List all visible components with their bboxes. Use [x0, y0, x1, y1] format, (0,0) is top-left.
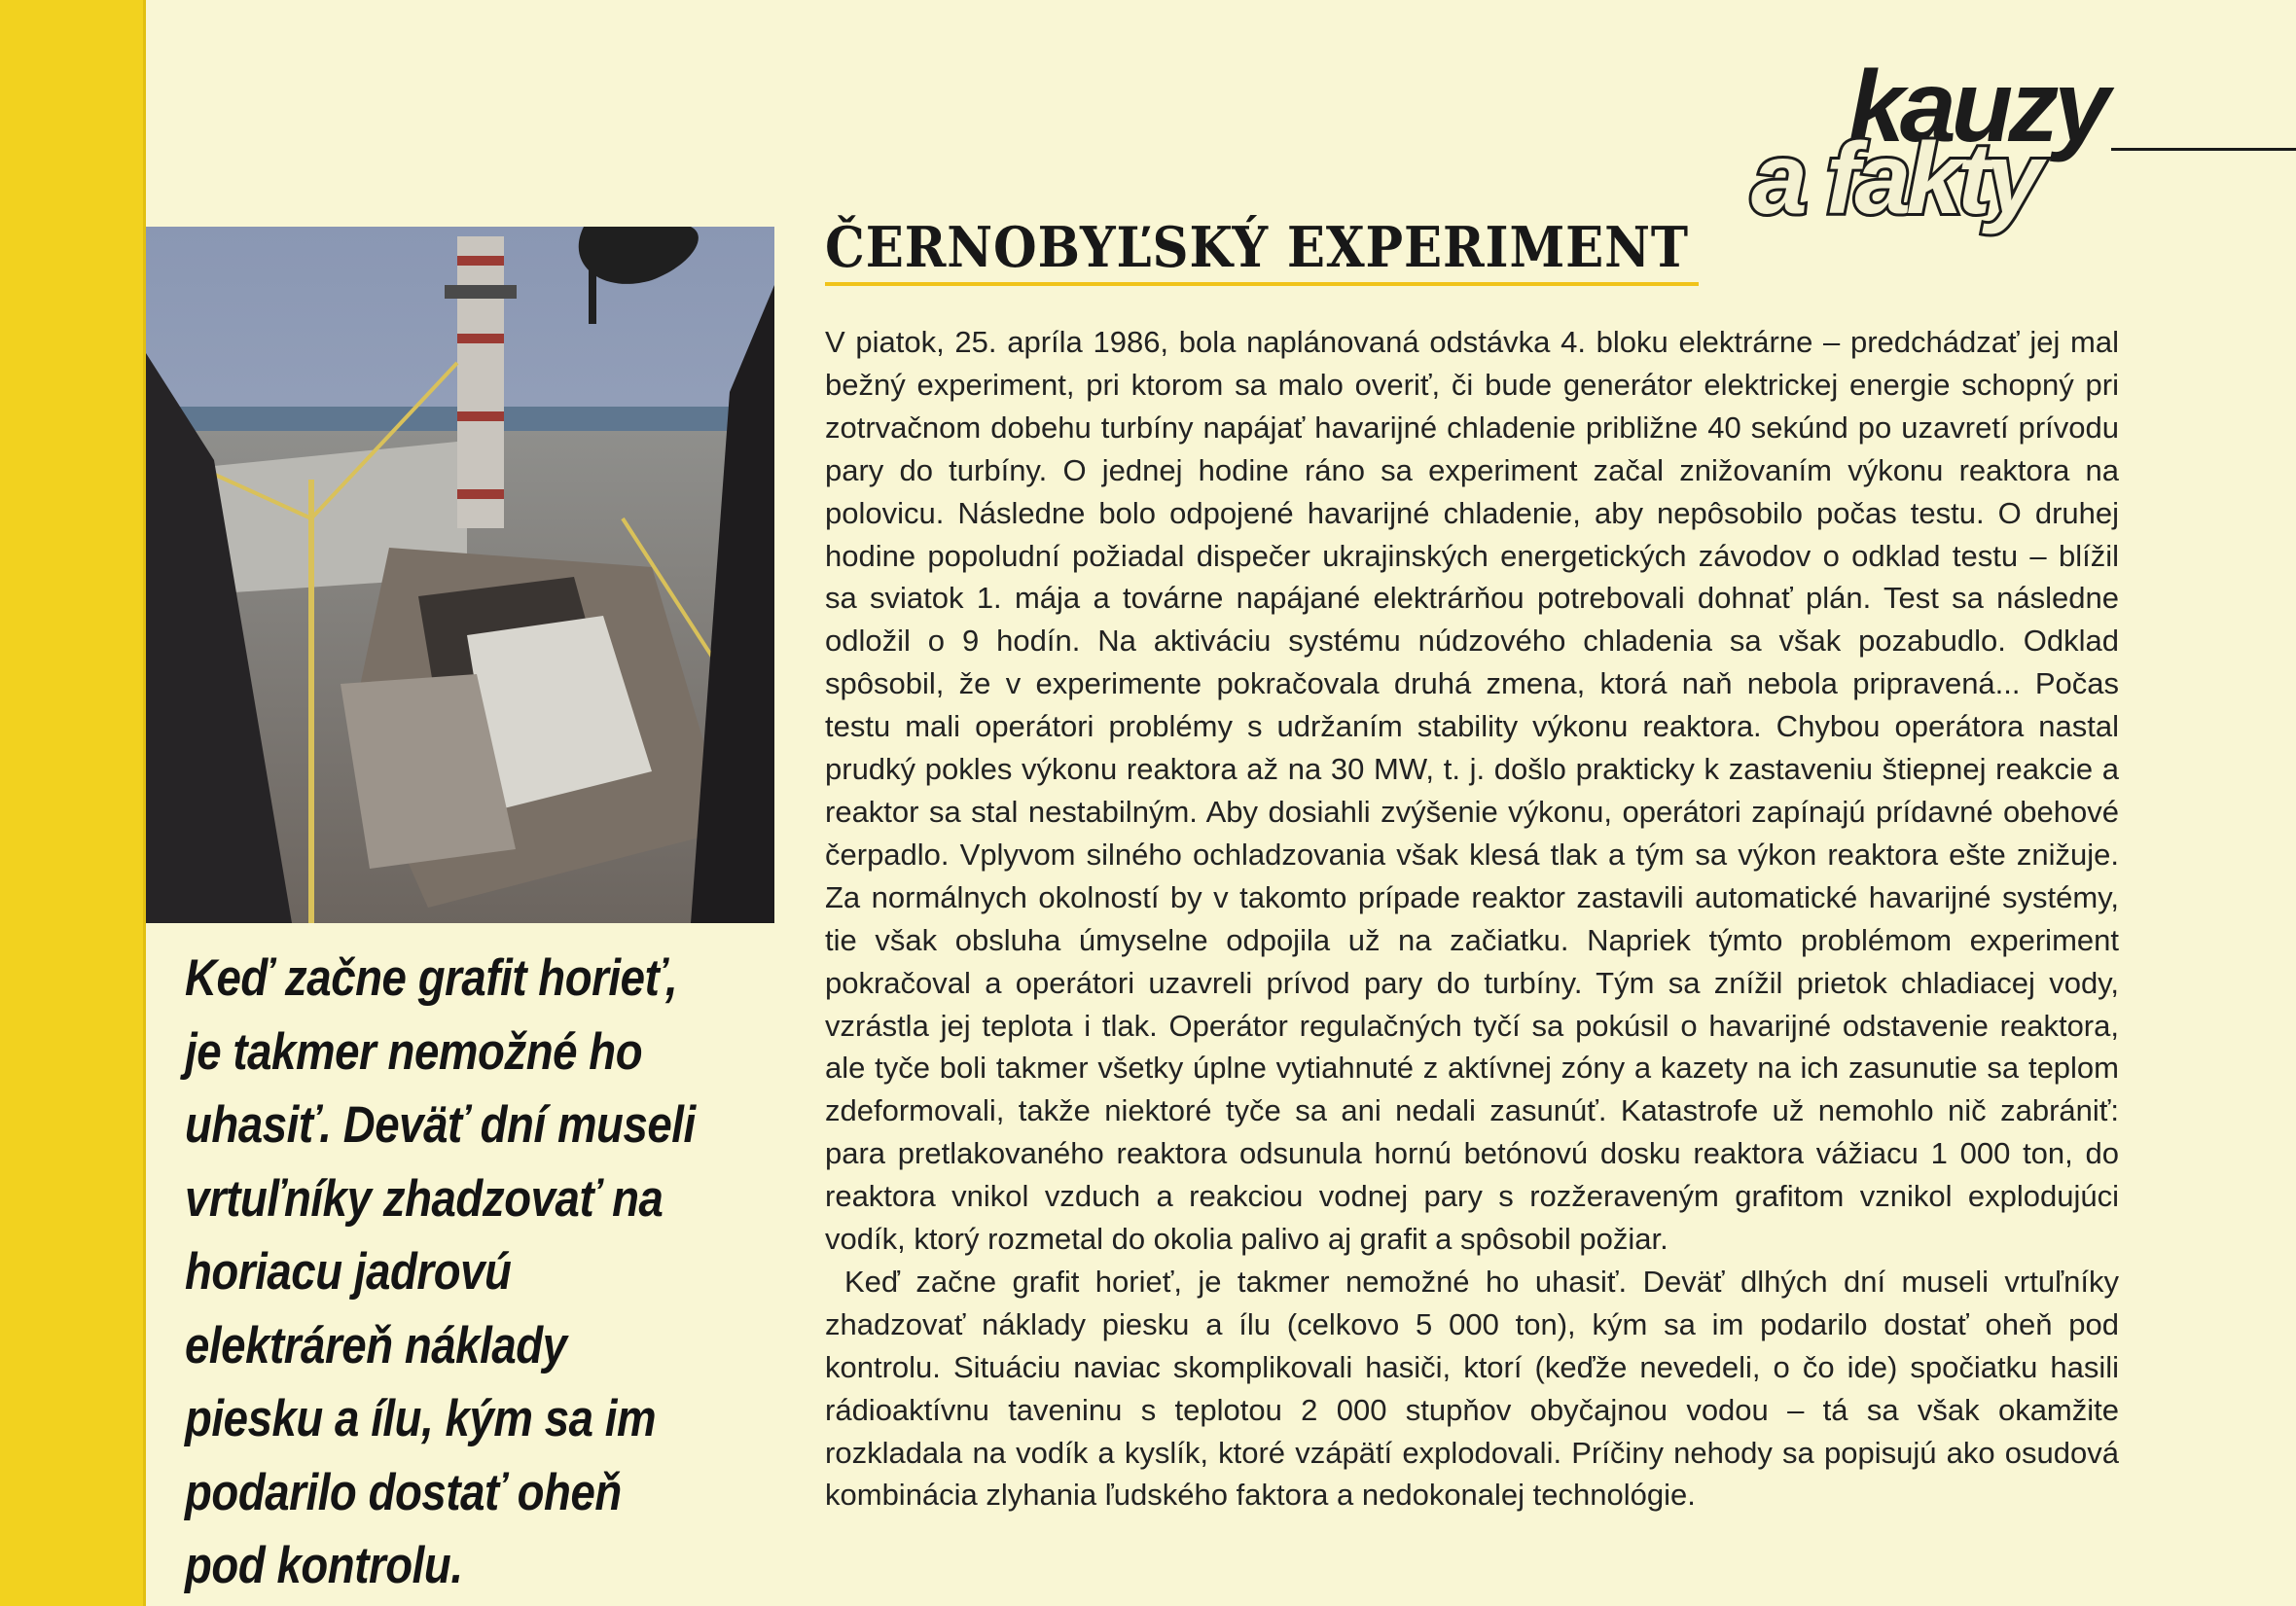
- article-paragraph: V piatok, 25. apríla 1986, bola naplánovaná odstávka 4. bloku elektrárne – predchádzať jej mal bežný experiment, pri ktorom sa malo overiť, či bude generátor elektrickej energie schopný pri zotrvačnom dobehu turbíny napájať havarijné chladenie približne 40 sekúnd po uzavretí prívodu pary do turbíny. O jednej hodine ráno sa experiment začal znižovaním výkonu reaktora na polovicu. Následne bolo odpojené havarijné chladenie, aby nepôsobilo počas testu. O druhej hodine popoludní požiadal dispečer ukrajinských energetických závodov o odklad testu – blížil sa sviatok 1. mája a továrne napájané elektrárňou potrebovali dohnať plán. Test sa následne odložil o 9 hodín. Na aktiváciu systému núdzového chladenia sa však pozabudlo. Odklad spôsobil, že v experimente pokračovala druhá zmena, ktorá naň nebola pripravená... Počas testu mali operátori problémy s udržaním stability výkonu reaktora. Chybou operátora nastal prudký pokles výkonu reaktora až na 30 MW, t. j. došlo prakticky k zastaveniu štiepnej reakcie a reaktor sa stal nestabilným. Aby dosiahli zvýšenie výkonu, operátori zapínajú prídavné obehové čerpadlo. Vplyvom silného ochladzovania však klesá tlak a tým sa výkon reaktora ešte znižuje. Za normálnych okolností by v takomto prípade reaktor zastavili automatické havarijné systémy, tie však obsluha úmyselne odpojila už na začiatku. Napriek týmto problémom experiment pokračoval a operátori uzavreli prívod pary do turbíny. Tým sa znížil prietok chladiacej vody, vzrástla jej teplota i tlak. Operátor regulačných tyčí sa pokúsil o havarijné odstavenie reaktora, ale tyče boli takmer všetky úplne vytiahnuté z aktívnej zóny a kazety na ich zasunutie sa teplom zdeformovali, takže niektoré tyče sa ani nedali zasunúť. Katastrofe už nemohlo nič zabrániť: para pretlakovaného reaktora odsunula hornú betónovú dosku reaktora vážiacu 1 000 ton, do reaktora vnikol vzduch a reakciou vodnej pary s rozžeraveným grafitom vznikol explodujúci vodík, ktorý rozmetal do okolia palivo aj grafit a spôsobil požiar.: [825, 325, 2119, 1257]
- logo-line1: kauzy: [1848, 51, 2106, 163]
- page-edge-yellow-strip: [0, 0, 146, 1606]
- logo-rule: [2111, 148, 2296, 151]
- pull-quote: Keď začne grafit horieť, je takmer nemožné ho uhasiť. Deväť dní museli vrtuľníky zhadzovať na horiacu jadrovú elektráreň náklady piesku a ílu, kým sa im podarilo dostať oheň pod kontrolu.: [185, 949, 696, 1594]
- reactor-photo: [146, 227, 774, 923]
- article-paragraph: Keď začne grafit horieť, je takmer nemožné ho uhasiť. Deväť dlhých dní museli vrtuľníky zhadzovať náklady piesku a ílu (celkovo 5 000 ton), kým sa im podarilo dostať oheň pod kontrolu. Situáciu naviac skomplikovali hasiči, ktorí (keďže nevedeli, o čo ide) spočiatku hasili rádioaktívnu taveninu s teplotou 2 000 stupňov obyčajnou vodou – tá sa však okamžite rozkladala na vodík a kyslík, ktoré vzápätí explodovali. Príčiny nehody sa popisujú ako osudová kombinácia zlyhania ľudského faktora a nedokonalej technológie.: [825, 1264, 2119, 1513]
- chernobyl-reactor-aerial-photo-icon: [146, 227, 774, 923]
- title-underline: [825, 282, 1699, 286]
- section-logo: [1751, 51, 2296, 235]
- article-title: ČERNOBYĽSKÝ EXPERIMENT: [825, 215, 1690, 280]
- logo-line2: a fakty: [1751, 123, 2038, 235]
- article-body: [825, 321, 2119, 1517]
